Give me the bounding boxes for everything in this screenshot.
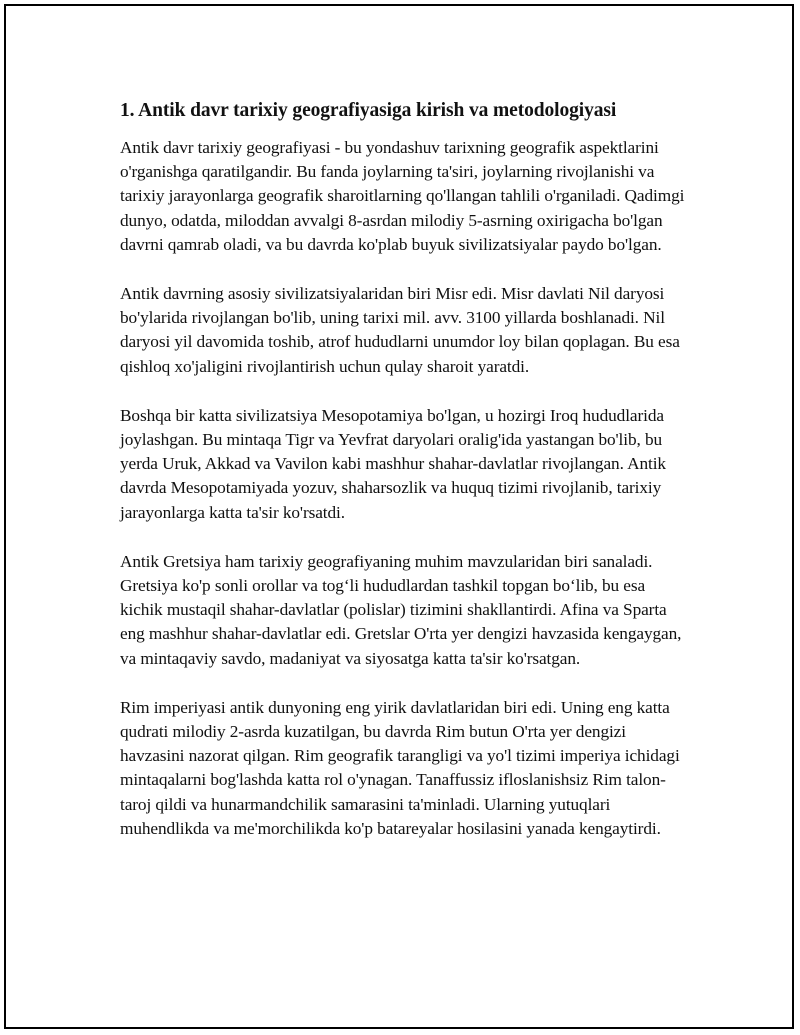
paragraph-intro: Antik davr tarixiy geografiyasi - bu yondashuv tarixning geografik aspektlarini o'rganishga qaratilgandir. Bu fanda joylarning ta'siri, joylarning rivojlanishi va tarixiy jarayonlarga geografik sharoitlarning qo'llangan tahlili o'rganiladi. Qadimgi dunyo, odatda, miloddan avvalgi 8-asrdan milodiy 5-asrning oxirigacha bo'lgan davrni qamrab oladi, va bu davrda ko'plab buyuk sivilizatsiyalar paydo bo'lgan.	[120, 138, 685, 254]
paragraph-greece: Antik Gretsiya ham tarixiy geografiyaning muhim mavzularidan biri sanaladi. Gretsiya ko'p sonli orollar va tog‘li hududlardan tashkil topgan bo‘lib, bu esa kichik mustaqil shahar-davlatlar (polislar) tizimini shakllantirdi. Afina va Sparta eng mashhur shahar-davlatlar edi. Gretslar O'rta yer dengizi havzasida kengaygan, va mintaqaviy savdo, madaniyat va siyosatga katta ta'sir ko'rsatgan.	[120, 551, 682, 668]
paragraph-egypt: Antik davrning asosiy sivilizatsiyalaridan biri Misr edi. Misr davlati Nil daryosi bo'ylarida rivojlangan bo'lib, uning tarixi mil. avv. 3100 yillarda boshlanadi. Nil daryosi yil davomida toshib, atrof hududlarni unumdor loy bilan qoplagan. Bu esa qishloq xo'jaligini rivojlantirish uchun qulay sharoit yaratdi.	[120, 284, 680, 376]
paragraph-mesopotamia: Boshqa bir katta sivilizatsiya Mesopotamiya bo'lgan, u hozirgi Iroq hududlarida joylashgan. Bu mintaqa Tigr va Yevfrat daryolari oralig'ida yastangan bo'lib, bu yerda Uruk, Akkad va Vavilon kabi mashhur shahar-davlatlar rivojlangan. Antik davrda Mesopotamiyada yozuv, shaharsozlik va huquq tizimi rivojlanib, tarixiy jarayonlarga katta ta'sir ko'rsatdi.	[120, 405, 666, 522]
paragraph-rome: Rim imperiyasi antik dunyoning eng yirik davlatlaridan biri edi. Uning eng katta qudrati milodiy 2-asrda kuzatilgan, bu davrda Rim butun O'rta yer dengizi havzasini nazorat qilgan. Rim geografik tarangligi va yo'l tizimi imperiya ichidagi mintaqalarni bog'lashda katta rol o'ynagan. Tanaffussiz ifloslanishsiz Rim talon-taroj qildi va hunarmandchilik samarasini ta'minladi. Ularning yutuqlari muhendlikda va me'morchilikda ko'p batareyalar hosilasini yanada kengaytirdi.	[120, 697, 680, 838]
section-heading: 1. Antik davr tarixiy geografiyasiga kirish va metodologiyasi	[120, 100, 617, 121]
document-body	[120, 98, 690, 866]
page-frame	[4, 4, 794, 1029]
